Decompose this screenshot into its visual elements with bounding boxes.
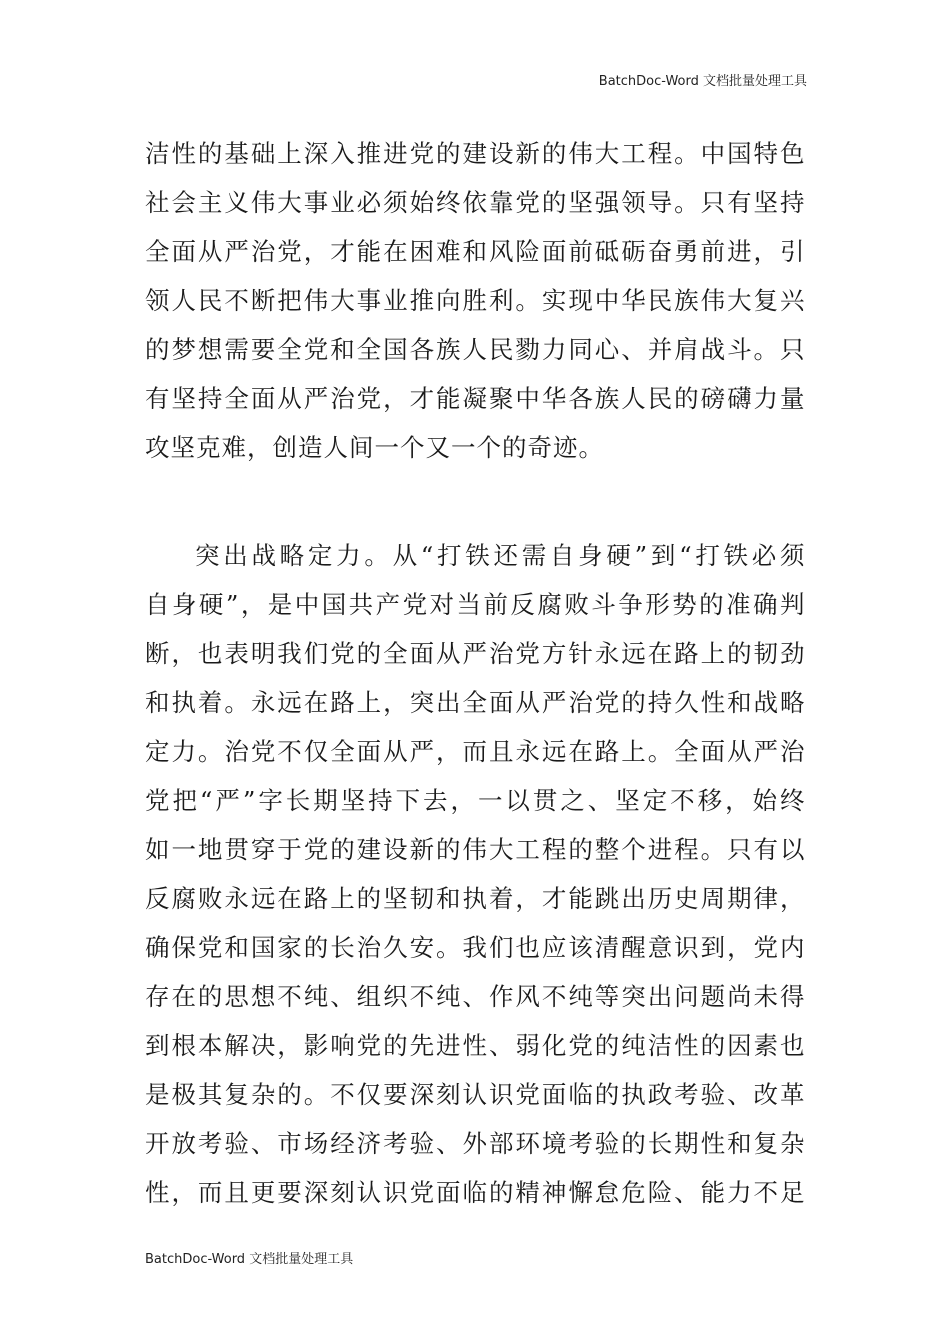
text-line: 如一地贯穿于党的建设新的伟大工程的整个进程。只有以 bbox=[145, 835, 805, 864]
text-line: 定力。治党不仅全面从严，而且永远在路上。全面从严治 bbox=[145, 737, 805, 766]
text-line: 反腐败永远在路上的坚韧和执着，才能跳出历史周期律， bbox=[145, 884, 805, 913]
text-line: 的梦想需要全党和全国各族人民勠力同心、并肩战斗。只 bbox=[145, 335, 805, 364]
paragraph-1 bbox=[145, 129, 805, 472]
text-line: 存在的思想不纯、组织不纯、作风不纯等突出问题尚未得 bbox=[145, 982, 805, 1011]
text-line: 党把“严”字长期坚持下去，一以贯之、坚定不移，始终 bbox=[145, 786, 805, 815]
text-line: 自身硬”，是中国共产党对当前反腐败斗争形势的准确判 bbox=[145, 590, 805, 619]
paragraph-2 bbox=[145, 531, 805, 1217]
page-footer: BatchDoc-Word 文档批量处理工具 bbox=[145, 1252, 354, 1267]
text-line: 性，而且更要深刻认识党面临的精神懈怠危险、能力不足 bbox=[145, 1178, 805, 1207]
page-header: BatchDoc-Word 文档批量处理工具 bbox=[598, 74, 807, 89]
text-line: 开放考验、市场经济考验、外部环境考验的长期性和复杂 bbox=[145, 1129, 805, 1158]
text-line: 攻坚克难，创造人间一个又一个的奇迹。 bbox=[145, 433, 604, 462]
text-line: 突出战略定力。从“打铁还需自身硬”到“打铁必须 bbox=[195, 541, 805, 570]
text-line: 和执着。永远在路上，突出全面从严治党的持久性和战略 bbox=[145, 688, 805, 717]
text-line: 到根本解决，影响党的先进性、弱化党的纯洁性的因素也 bbox=[145, 1031, 805, 1060]
text-line: 有坚持全面从严治党，才能凝聚中华各族人民的磅礴力量 bbox=[145, 384, 805, 413]
text-line: 断，也表明我们党的全面从严治党方针永远在路上的韧劲 bbox=[145, 639, 805, 668]
text-line: 全面从严治党，才能在困难和风险面前砥砺奋勇前进，引 bbox=[145, 237, 805, 266]
text-line: 领人民不断把伟大事业推向胜利。实现中华民族伟大复兴 bbox=[145, 286, 805, 315]
text-line: 洁性的基础上深入推进党的建设新的伟大工程。中国特色 bbox=[145, 139, 805, 168]
text-line: 确保党和国家的长治久安。我们也应该清醒意识到，党内 bbox=[145, 933, 805, 962]
text-line: 是极其复杂的。不仅要深刻认识党面临的执政考验、改革 bbox=[145, 1080, 805, 1109]
text-line: 社会主义伟大事业必须始终依靠党的坚强领导。只有坚持 bbox=[145, 188, 805, 217]
